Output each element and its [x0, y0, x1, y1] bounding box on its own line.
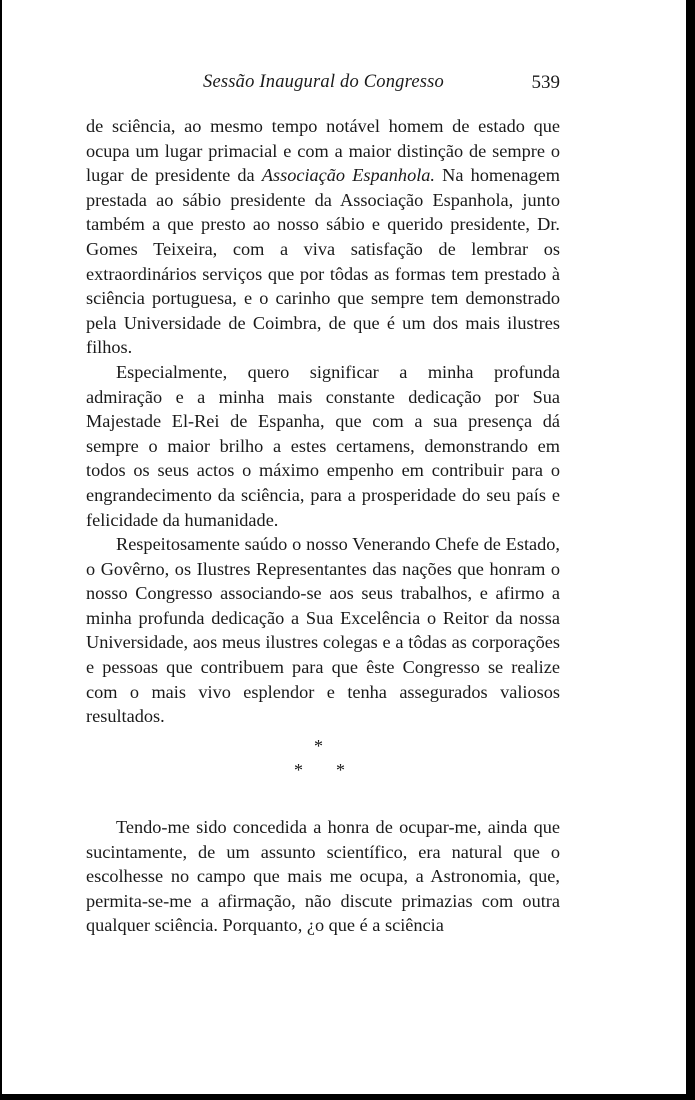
- section-separator-asterism: [86, 737, 560, 787]
- paragraph: Respeitosamente saúdo o nosso Venerando Chefe de Estado, o Govêrno, os Ilustres Representantes das nações que honram o nosso Congresso associando-se aos seus trabalhos, e afirmo a minha profunda dedicação a Sua Excelência o Reitor da nossa Universidade, aos meus ilustres colegas e a tôdas as corporações e pessoas que contribuem para que êste Congresso se realize com o mais vivo esplendor e tenha assegurados valiosos resultados.: [86, 534, 560, 727]
- asterisk-icon: *: [294, 760, 303, 780]
- page-body-section-2: [86, 815, 560, 938]
- page-header: [86, 72, 560, 102]
- paragraph-continued: [86, 114, 560, 360]
- scan-edge-bottom: [0, 1094, 695, 1100]
- scan-edge-right: [686, 0, 695, 1100]
- asterisk-icon: *: [314, 736, 323, 756]
- paragraph-text: de sciência, ao mesmo tempo notável homem de estado que ocupa um lugar primacial e com a maior distinção de sempre o lugar de presidente da: [86, 116, 560, 186]
- paragraph: Especialmente, quero significar a minha profunda admiração e a minha mais constante dedicação por Sua Majestade El-Rei de Espanha, que com a sua presença dá sempre o maior brilho a estes certamens, demonstrando em todos os seus actos o máximo empenho em contribuir para o engrandecimento da sciência, para a prosperidade do seu país e felicidade da humanidade.: [86, 361, 560, 530]
- italic-association-name: Associação Espanhola.: [261, 165, 436, 186]
- page-number: 539: [531, 72, 560, 93]
- scan-edge-left: [0, 0, 2, 1100]
- paragraph-text: Na homenagem prestada ao sábio presidente da Associação Espanhola, junto também a que presto ao nosso sábio e querido presidente, Dr. Gomes Teixeira, com a viva satisfação de lembrar os extraordinários serviços que por tôdas as formas tem prestado à sciência portuguesa, e o carinho que sempre tem demonstrado pela Universidade de Coimbra, de que é um dos mais ilustres filhos.: [86, 165, 560, 358]
- paragraph: Tendo-me sido concedida a honra de ocupar-me, ainda que sucintamente, de um assunto scientífico, era natural que o escolhesse no campo que mais me ocupa, a Astronomia, que, permita-se-me a afirmação, não discute primazias com outra qualquer sciência. Porquanto, ¿o que é a sciência: [86, 817, 560, 936]
- running-title: Sessão Inaugural do Congresso: [203, 72, 444, 92]
- asterisk-icon: *: [336, 760, 345, 780]
- page-body: [86, 114, 560, 729]
